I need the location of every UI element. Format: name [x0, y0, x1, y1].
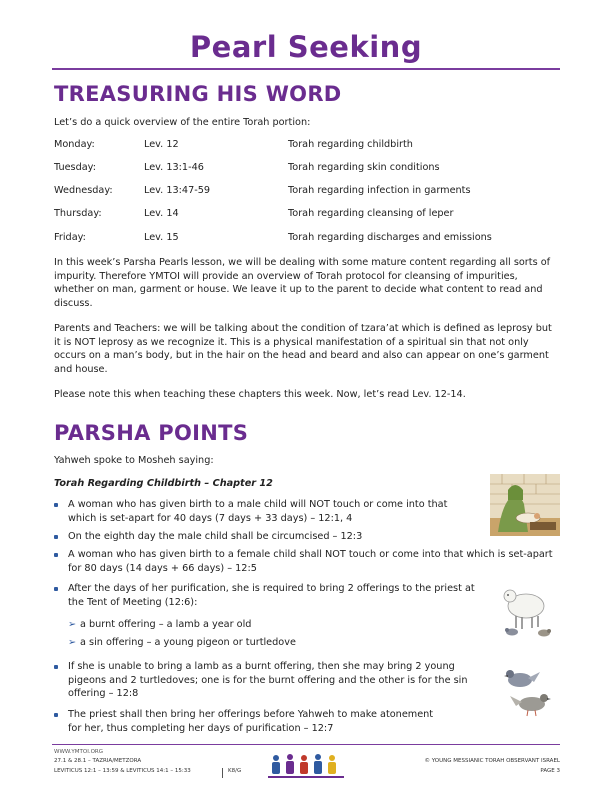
pigeons-illustration: [498, 662, 556, 720]
page-title: Pearl Seeking: [189, 30, 423, 64]
schedule-topic: Torah regarding skin conditions: [288, 162, 440, 173]
bullet-icon: [54, 587, 58, 591]
bullet-icon: [54, 713, 58, 717]
footer-divider: [52, 744, 560, 745]
schedule-day: Friday:: [54, 232, 86, 243]
reading-note-paragraph: Please note this when teaching these chapters this week. Now, let’s read Lev. 12-14.: [54, 389, 466, 400]
footer-scripture-range: LEVITICUS 12:1 – 13:59 & LEVITICUS 14:1 – 15:33: [54, 768, 191, 774]
bullet-icon: [54, 503, 58, 507]
arrow-icon: ➢: [68, 637, 77, 648]
list-item: If she is unable to bring a lamb as a burnt offering, then she may bring 2 young pigeons and 2 turtledoves; one is for the burnt offering and the other is for the sin offering – 12:8: [54, 660, 484, 702]
parsha-intro: Yahweh spoke to Mosheh saying:: [54, 455, 214, 466]
schedule-day: Thursday:: [54, 208, 102, 219]
schedule-day: Wednesday:: [54, 185, 113, 196]
footer-copyright: © YOUNG MESSIANIC TORAH OBSERVANT ISRAEL: [424, 758, 560, 764]
schedule-topic: Torah regarding infection in garments: [288, 185, 471, 196]
arrow-icon: ➢: [68, 619, 77, 630]
schedule-row: [54, 185, 560, 199]
page-number: PAGE 3: [540, 768, 560, 774]
woman-with-baby-illustration: [490, 474, 560, 536]
content-notice-paragraph: In this week’s Parsha Pearls lesson, we will be dealing with some mature content regarding all sorts of impurity. Therefore YMTOI will provide an overview of Torah protocol for cleansing of impurities, whether on man, garment or house. We leave it up to the parent to decide what content to read and discuss.: [54, 257, 551, 309]
lamb-and-doves-illustration: [498, 582, 556, 638]
ymtoi-kids-logo: [268, 752, 348, 782]
footer-website[interactable]: WWW.YMTOI.ORG: [54, 749, 104, 755]
schedule-day: Monday:: [54, 139, 95, 150]
list-item: A woman who has given birth to a male child will NOT touch or come into that which is set-apart for 40 days (7 days + 33 days) – 12:1, 4: [54, 498, 484, 526]
list-item: On the eighth day the male child shall be circumcised – 12:3: [54, 530, 484, 544]
list-item: A woman who has given birth to a female child shall NOT touch or come into that which is set-apart for 80 days (14 days + 66 days) – 12:5: [54, 548, 560, 576]
section-heading-parsha-points: PARSHA POINTS: [54, 421, 249, 445]
schedule-topic: Torah regarding childbirth: [288, 139, 413, 150]
schedule-row: [54, 232, 560, 246]
header-divider: [52, 68, 560, 70]
schedule-reference: Lev. 13:47-59: [144, 185, 211, 196]
chapter-subheading: Torah Regarding Childbirth – Chapter 12: [54, 478, 273, 489]
list-item: The priest shall then bring her offerings before Yahweh to make atonement for her, thus completing her days of purification – 12:7: [54, 708, 484, 736]
bullet-icon: [54, 665, 58, 669]
schedule-reference: Lev. 12: [144, 139, 179, 150]
bullet-icon: [54, 535, 58, 539]
section-heading-treasuring: TREASURING HIS WORD: [54, 82, 342, 106]
schedule-row: [54, 139, 560, 153]
schedule-topic: Torah regarding discharges and emissions: [288, 232, 492, 243]
schedule-reference: Lev. 14: [144, 208, 179, 219]
schedule-row: [54, 162, 560, 176]
footer-grade-level: K8/G: [228, 768, 242, 774]
footer-portion: 27.1 & 28.1 – TAZRIA/METZORA: [54, 758, 142, 764]
schedule-row: [54, 208, 560, 222]
schedule-reference: Lev. 15: [144, 232, 179, 243]
parents-teachers-paragraph: Parents and Teachers: we will be talking about the condition of tzara’at which is defined as leprosy but it is NOT leprosy as we recognize it. This is a physical manifestation of a spiritual sin that not only occurs on a man’s body, but in the hair on the head and beard and also can appear on one’s garment and house.: [54, 323, 552, 375]
schedule-day: Tuesday:: [54, 162, 96, 173]
schedule-reference: Lev. 13:1-46: [144, 162, 204, 173]
overview-intro: Let’s do a quick overview of the entire Torah portion:: [54, 117, 311, 128]
schedule-topic: Torah regarding cleansing of leper: [288, 208, 454, 219]
bullet-icon: [54, 553, 58, 557]
footer-separator: [222, 768, 223, 778]
list-item: After the days of her purification, she is required to bring 2 offerings to the priest at the Tent of Meeting (12:6):: [54, 582, 484, 610]
